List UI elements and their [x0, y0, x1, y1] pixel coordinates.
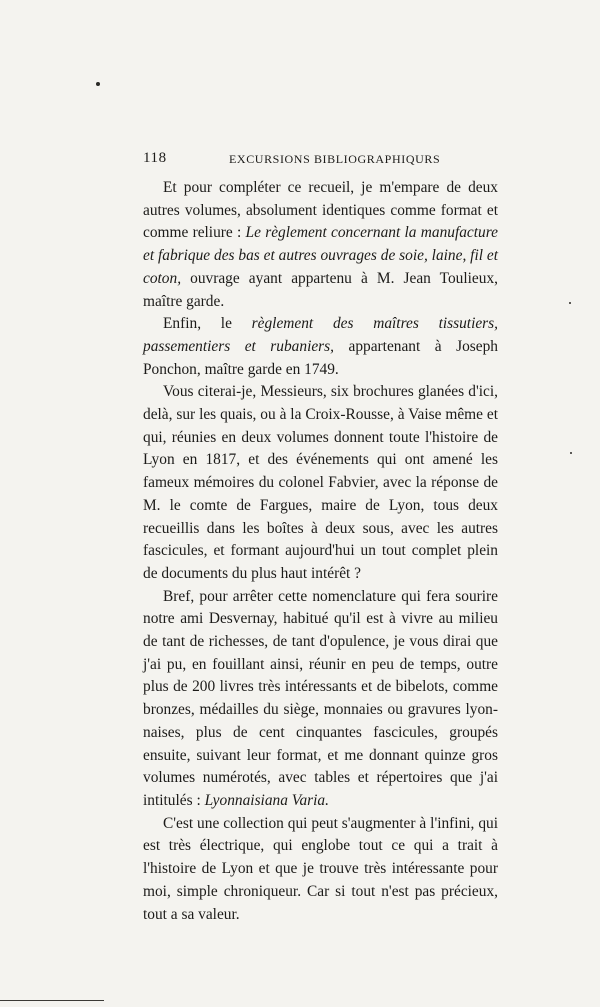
running-title: EXCURSIONS BIBLIOGRAPHIQURS: [229, 152, 441, 166]
text-run: Et pour compléter ce recueil, je m'empare de deux autres volumes, absolument identiques comme format et comme reliure :: [143, 179, 498, 242]
italic-title: règlement des maîtres tissutiers, passementiers et rubaniers,: [143, 315, 499, 355]
page-number: 118: [143, 150, 167, 166]
text-run: Vous citerai-je, Messieurs, six brochures glanées d'ici, delà, sur les quais, ou à la Croix-Rousse, à Vaise même et qui, réunies en deux volumes donnent toute l'histoire de Lyon en 1817, et des événements qui ont amené les fameux mémoires du colonel Fabvier, avec la réponse de M. le comte de Fargues, maire de Lyon, tous deux recueillis dans les boîtes à deux sous, avec les autres fascicules, et formant aujourd'hui un tout complet plein de documents du plus haut intérêt ?: [143, 383, 498, 582]
ink-speck: [569, 302, 571, 304]
text-run: ouvrage ayant appartenu à M. Jean Toulieux, maître garde.: [143, 269, 498, 310]
body-text: [143, 177, 498, 926]
text-run: Bref, pour arrêter cette nomenclature qui fera sourire notre ami Desvernay, habitué qu'il est à vivre au milieu de tant de richesses, de tant d'opulence, je vous dirai que j'ai pu, en fouillant ainsi, réunir en peu de temps, outre plus de 200 livres très intéressants et de bibelots, comme bronzes, médailles du siège, monnaies ou gravures lyon-naises, plus de cent cinquantes fascicules, groupés ensuite, suivant leur format, et me donnant quinze gros volumes numérotés, avec tables et répertoires que j'ai intitulés :: [143, 587, 498, 809]
paragraph: [143, 586, 498, 813]
text-run: appartenant à Joseph Ponchon, maître garde en 1749.: [143, 337, 498, 378]
paragraph: [143, 381, 498, 585]
text-run: Enfin, le: [163, 315, 252, 333]
ink-speck: [96, 82, 100, 86]
italic-title: Lyonnaisiana Varia.: [204, 791, 329, 809]
bottom-rule: [0, 1000, 104, 1001]
italic-title: Le règlement concernant la manufacture et fabrique des bas et autres ouvrages de soie, laine, fil et coton,: [143, 224, 498, 287]
paragraph: [143, 313, 498, 381]
paragraph: [143, 813, 498, 927]
paragraph: [143, 177, 498, 313]
ink-speck: [570, 452, 572, 454]
text-run: C'est une collection qui peut s'augmenter à l'infini, qui est très électrique, qui englobe tout ce qui a trait à l'histoire de Lyon et que je trouve très intéressante pour moi, simple chroniqueur. Car si tout n'est pas précieux, tout a sa valeur.: [143, 814, 498, 923]
